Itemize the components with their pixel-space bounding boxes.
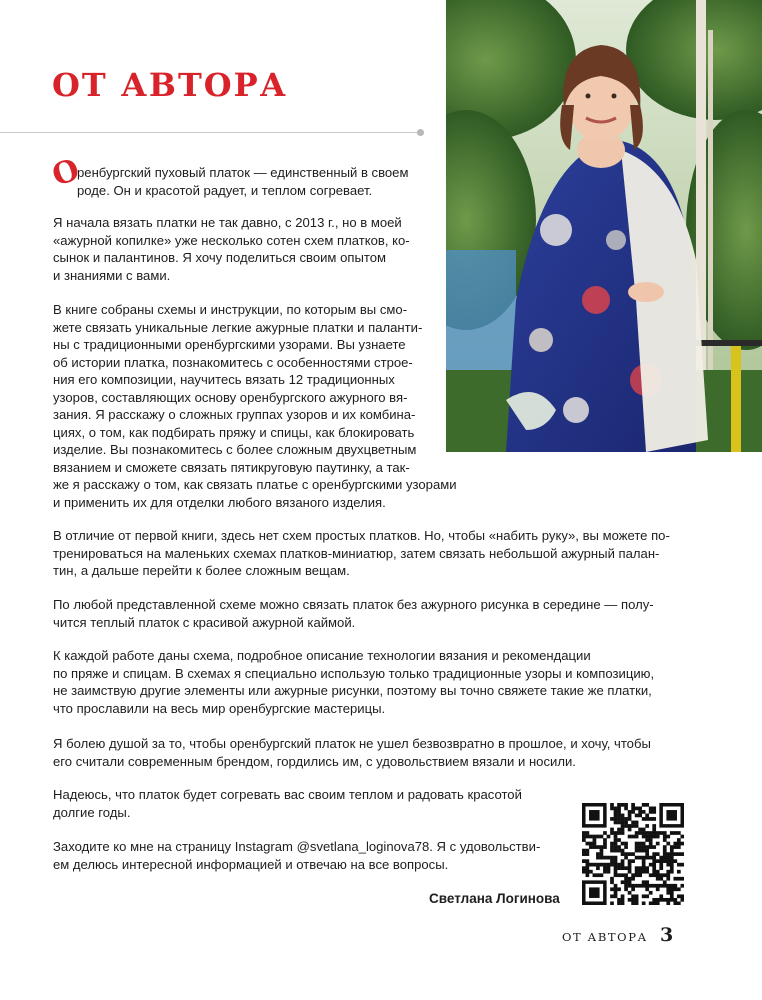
text-line: и применить их для отделки любого вязаного изделия.	[53, 494, 386, 510]
text-line: зания. Я расскажу о сложных группах узоров и их комбина-	[53, 407, 416, 422]
text-line: Я начала вязать платки не так давно, с 2013 г., но в моей	[53, 215, 402, 230]
text-line: и знаниями с вами.	[53, 267, 171, 283]
paragraph	[53, 596, 654, 631]
text-line: циях, о том, как подбирать пряжу и спицы, как блокировать	[53, 424, 415, 440]
text-line: «ажурной копилке» уже несколько сотен схем платков, ко-	[53, 232, 410, 248]
text-line: же я расскажу о том, как связать платье с оренбургскими узорами	[53, 477, 457, 492]
author-signature: Светлана Логинова	[429, 891, 560, 906]
text-line: узоров, составляющих основу оренбургского ажурного вя-	[53, 389, 408, 405]
text-line: ния его композиции, научитесь вязать 12 традиционных	[53, 372, 395, 387]
text-line: об истории платка, познакомитесь с особенностями строе-	[53, 354, 413, 370]
author-photo	[446, 0, 762, 452]
text-line: не заимствую другие элементы или ажурные рисунки, поэтому вы точно свяжете такие же платки,	[53, 683, 652, 698]
intro-paragraph	[77, 164, 408, 199]
text-line: Надеюсь, что платок будет согревать вас своим теплом и радовать красотой	[53, 787, 522, 802]
text-line: вязанием и сможете связать пятикруговую паутинку, а так-	[53, 459, 410, 475]
text-line: тренироваться на маленьких схемах платков-миниатюр, затем связать небольшой ажурный палан-	[53, 545, 660, 561]
drop-cap: О	[47, 152, 84, 194]
paragraph	[53, 214, 410, 284]
running-footer-title: ОТ АВТОРА	[562, 930, 648, 944]
paragraph	[53, 527, 670, 580]
text-line: жете связать уникальные легкие ажурные платки и паланти-	[53, 319, 423, 335]
paragraph	[53, 301, 457, 511]
text-line: В книге собраны схемы и инструкции, по которым вы смо-	[53, 302, 408, 317]
text-line: По любой представленной схеме можно связать платок без ажурного рисунка в середине — полу-	[53, 597, 654, 612]
paragraph	[53, 647, 654, 717]
text-line: чится теплый платок с красивой ажурной каймой.	[53, 614, 356, 630]
text-line: что прославили на весь мир оренбургские мастерицы.	[53, 700, 386, 716]
text-line: по пряже и спицам. В схемах я специально использую только традиционные узоры и композицию,	[53, 665, 655, 681]
text-line: изделие. Вы познакомитесь с более сложным двухцветным	[53, 442, 417, 457]
text-line: его считали современным брендом, гордились им, с удовольствием вязали и носили.	[53, 753, 576, 769]
text-line: роде. Он и красотой радует, и теплом согревает.	[77, 182, 373, 198]
text-line: ны с традиционными оренбургскими узорами. Вы узнаете	[53, 337, 406, 352]
text-line: Я болею душой за то, чтобы оренбургский платок не ушел безвозвратно в прошлое, и хочу, чтобы	[53, 736, 651, 751]
text-line: сынок и палантинов. Я хочу поделиться своим опытом	[53, 250, 386, 265]
title-divider	[0, 132, 420, 133]
text-line: долгие годы.	[53, 804, 131, 820]
page-number: 3	[660, 924, 674, 946]
text-line: К каждой работе даны схема, подробное описание технологии вязания и рекомендации	[53, 648, 591, 663]
text-line: ренбургский пуховый платок — единственный в своем	[77, 165, 409, 180]
divider-end-dot	[417, 129, 424, 136]
text-line: В отличие от первой книги, здесь нет схем простых платков. Но, чтобы «набить руку», вы можете по-	[53, 528, 670, 543]
qr-code-icon[interactable]	[582, 803, 684, 905]
text-line: Заходите ко мне на страницу Instagram @svetlana_loginova78. Я с удовольстви-	[53, 839, 541, 854]
text-line: тин, а дальше перейти к более сложным вещам.	[53, 563, 350, 578]
text-line: ем делюсь интересной информацией и отвечаю на все вопросы.	[53, 856, 449, 872]
paragraph	[53, 786, 522, 821]
paragraph	[53, 838, 540, 873]
page-title: ОТ АВТОРА	[52, 66, 288, 104]
paragraph	[53, 735, 651, 770]
